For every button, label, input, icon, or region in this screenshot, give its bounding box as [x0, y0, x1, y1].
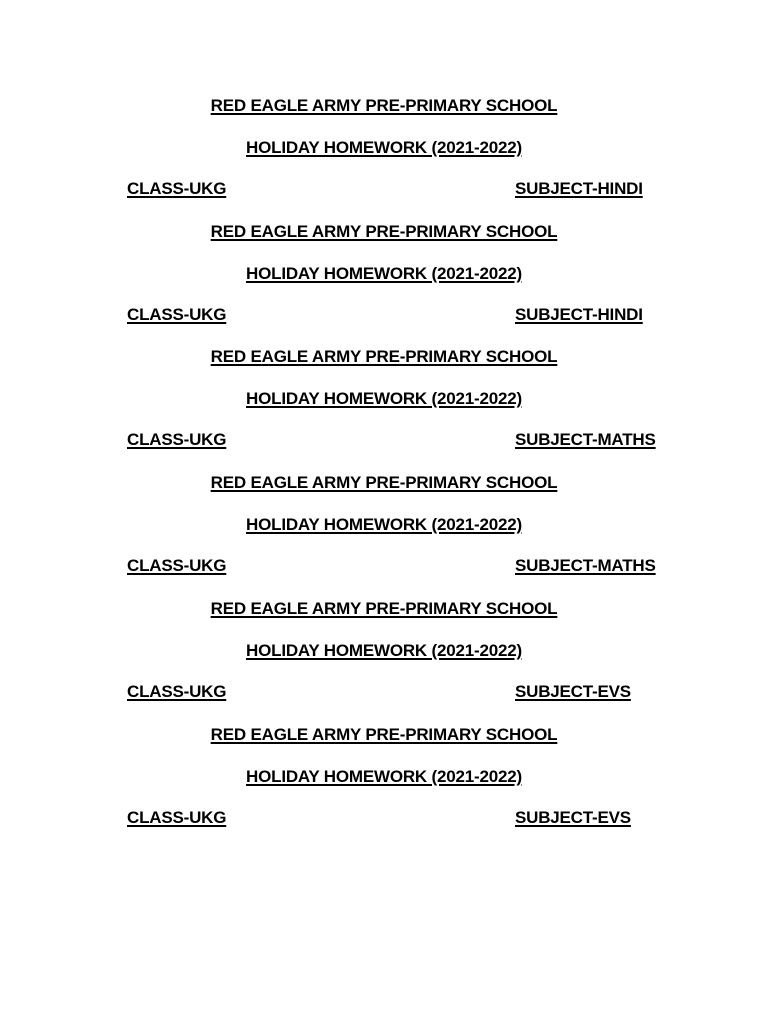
homework-title: HOLIDAY HOMEWORK (2021-2022) — [246, 264, 522, 283]
school-name: RED EAGLE ARMY PRE-PRIMARY SCHOOL — [210, 222, 558, 241]
school-name: RED EAGLE ARMY PRE-PRIMARY SCHOOL — [210, 347, 558, 366]
class-label: CLASS-UKG — [127, 808, 227, 827]
class-label: CLASS-UKG — [127, 305, 227, 324]
class-label: CLASS-UKG — [127, 682, 227, 701]
subject-label: SUBJECT-EVS — [515, 808, 631, 827]
subject-label: SUBJECT-HINDI — [515, 179, 643, 198]
school-name: RED EAGLE ARMY PRE-PRIMARY SCHOOL — [210, 96, 558, 115]
school-name: RED EAGLE ARMY PRE-PRIMARY SCHOOL — [210, 473, 558, 492]
homework-title: HOLIDAY HOMEWORK (2021-2022) — [246, 641, 522, 660]
subject-label: SUBJECT-MATHS — [515, 556, 656, 575]
school-name: RED EAGLE ARMY PRE-PRIMARY SCHOOL — [210, 725, 558, 744]
class-label: CLASS-UKG — [127, 430, 227, 449]
subject-label: SUBJECT-MATHS — [515, 430, 656, 449]
class-label: CLASS-UKG — [127, 556, 227, 575]
homework-title: HOLIDAY HOMEWORK (2021-2022) — [246, 138, 522, 157]
homework-title: HOLIDAY HOMEWORK (2021-2022) — [246, 515, 522, 534]
subject-label: SUBJECT-EVS — [515, 682, 631, 701]
homework-title: HOLIDAY HOMEWORK (2021-2022) — [246, 767, 522, 786]
class-label: CLASS-UKG — [127, 179, 227, 198]
homework-title: HOLIDAY HOMEWORK (2021-2022) — [246, 389, 522, 408]
school-name: RED EAGLE ARMY PRE-PRIMARY SCHOOL — [210, 599, 558, 618]
subject-label: SUBJECT-HINDI — [515, 305, 643, 324]
